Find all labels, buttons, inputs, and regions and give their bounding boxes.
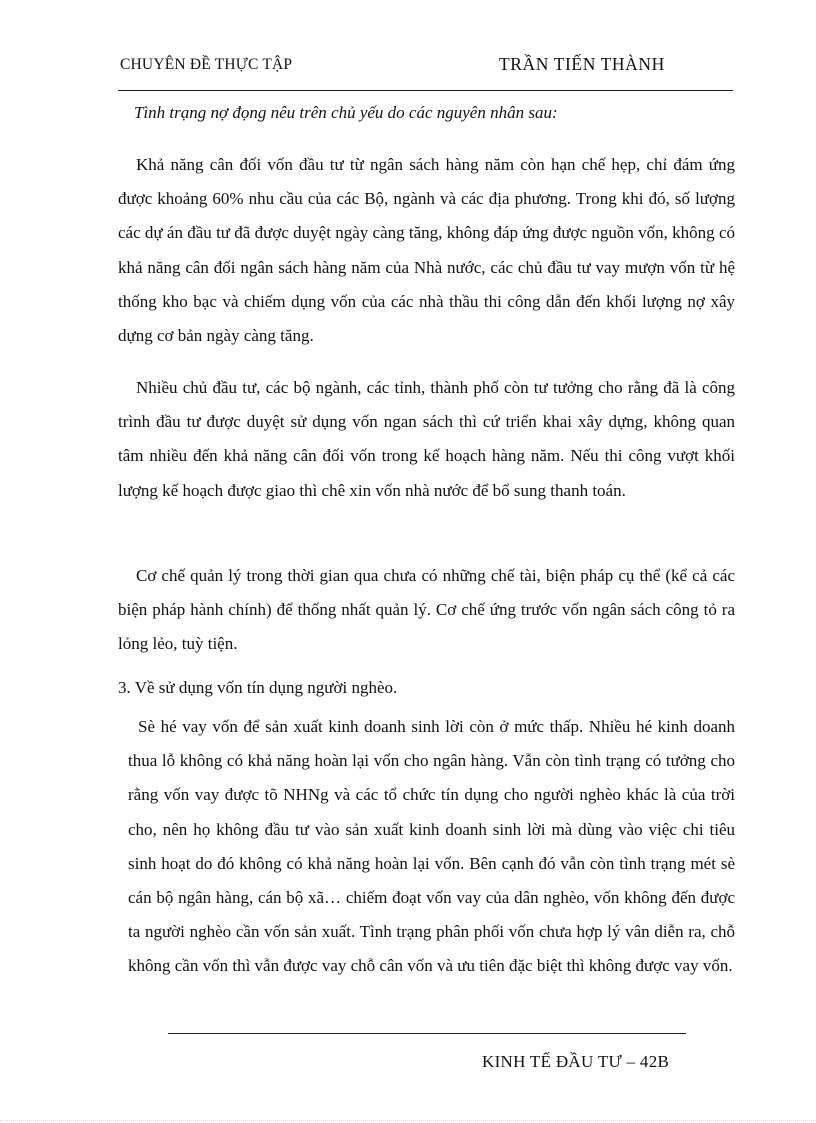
lead-sentence: Tình trạng nợ đọng nêu trên chủ yếu do các nguyên nhân sau: bbox=[134, 103, 558, 122]
header-author-name: TRẦN TIẾN THÀNH bbox=[499, 54, 665, 74]
page-header bbox=[118, 52, 733, 78]
page-footer: KINH TẾ ĐẦU TƯ – 42B bbox=[482, 1052, 670, 1071]
paragraph-budget-capacity: Khả năng cân đối vốn đầu tư từ ngân sách hàng năm còn hạn chế hẹp, chỉ đám ứng được khoảng 60% nhu cầu của các Bộ, ngành và các địa phương. Trong khi đó, số lượng các dự án đầu tư đã được duyệt ngày càng tăng, không đáp ứng được nguồn vốn, không có khả năng cân đối ngân sách hàng năm của Nhà nước, các chủ đầu tư vay mượn vốn từ hệ thống kho bạc và chiếm dụng vốn của các nhà thầu thi công dẫn đến khối lượng nợ xây dựng cơ bản ngày càng tăng. bbox=[118, 155, 735, 346]
paragraph-poverty-credit: Sè hé vay vốn để sản xuất kinh doanh sinh lời còn ở mức thấp. Nhiều hé kinh doanh thua lỗ không có khả năng hoàn lại vốn cho ngân hàng. Vẫn còn tình trạng có tưởng cho rằng vốn vay được tõ NHNg và các tổ chức tín dụng cho người nghèo khác là của trời cho, nên họ không đầu tư vào sản xuất kinh doanh sinh lời mà dùng vào việc chi tiêu sinh hoạt do đó không có khả năng hoàn lại vốn. Bên cạnh đó vẫn còn tình trạng mét sè cán bộ ngân hàng, cán bộ xã… chiếm đoạt vốn vay của dân nghèo, vốn không đến được ta người nghèo cần vốn sản xuất. Tình trạng phân phối vốn chưa hợp lý vân diễn ra, chỗ không cần vốn thì vẫn được vay chỗ cân vốn và ưu tiên đặc biệt thì không được vay vốn. bbox=[128, 717, 735, 976]
paragraph-investor-mindset: Nhiều chủ đầu tư, các bộ ngành, các tỉnh, thành phố còn tư tưởng cho rằng đã là công trình đầu tư được duyệt sử dụng vốn ngan sách thì cứ triển khai xây dựng, không quan tâm nhiều đến khả năng cân đối vốn trong kế hoạch hàng năm. Nếu thi công vượt khối lượng kế hoạch được giao thì chê xin vốn nhà nước để bổ sung thanh toán. bbox=[118, 378, 735, 500]
footer-divider bbox=[168, 1033, 686, 1034]
section-heading: 3. Về sử dụng vốn tín dụng người nghèo. bbox=[118, 678, 398, 697]
page-bottom-edge bbox=[0, 1120, 816, 1121]
header-divider bbox=[118, 90, 733, 91]
header-course-title: CHUYÊN ĐỀ THỰC TẬP bbox=[120, 56, 293, 73]
paragraph-management-mechanism: Cơ chế quản lý trong thời gian qua chưa có những chế tài, biện pháp cụ thể (kể cả các biện pháp hành chính) để thống nhất quản lý. Cơ chế ứng trước vốn ngân sách công tỏ ra lỏng lẻo, tuỳ tiện. bbox=[118, 566, 735, 654]
